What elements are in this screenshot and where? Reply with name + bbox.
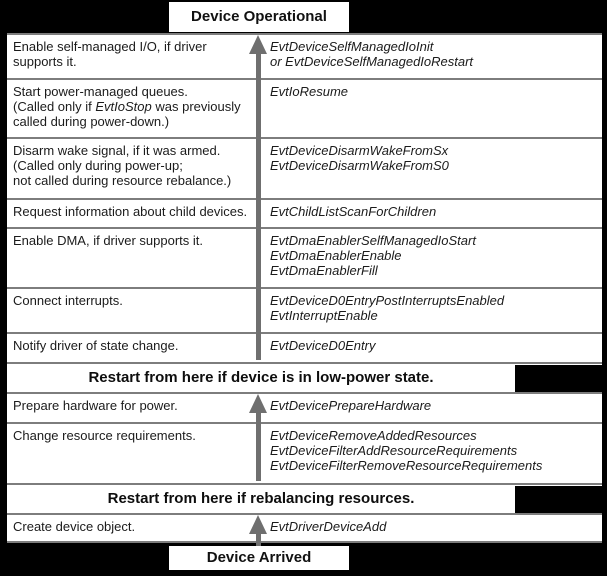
callback-cell	[258, 80, 602, 137]
callback-name: or EvtDeviceSelfManagedIoRestart	[270, 54, 474, 69]
callback-cell	[258, 334, 602, 362]
task-line	[13, 39, 254, 54]
callback-cell	[258, 200, 602, 227]
callback-cell	[258, 139, 602, 198]
task-cell	[7, 35, 258, 78]
callback-name: EvtDeviceD0EntryPostInterruptsEnabled	[270, 293, 505, 308]
task-text: Connect interrupts.	[13, 293, 123, 308]
task-text: (Called only during power-up;	[13, 158, 183, 173]
task-text: Create device object.	[13, 519, 136, 534]
table-row	[7, 334, 602, 364]
task-text: not called during resource rebalance.)	[13, 173, 232, 188]
callback-name: EvtDevicePrepareHardware	[270, 398, 432, 413]
task-cell	[7, 200, 258, 227]
task-cell	[7, 139, 258, 198]
callback-name: EvtIoResume	[270, 84, 349, 99]
callback-cell	[258, 515, 602, 541]
task-line	[13, 233, 254, 248]
restart-banner-label: Restart from here if rebalancing resources.	[107, 490, 415, 507]
task-text: supports it.	[13, 54, 77, 69]
task-cell	[7, 80, 258, 137]
task-line	[13, 84, 254, 99]
table-row	[7, 394, 602, 424]
task-text: Notify driver of state change.	[13, 338, 179, 353]
task-line	[13, 143, 254, 158]
task-text: Start power-managed queues.	[13, 84, 188, 99]
diagram-title-top: Device Operational	[169, 2, 349, 32]
callback-table	[7, 33, 602, 543]
task-text: Enable DMA, if driver supports it.	[13, 233, 204, 248]
arrow-up-shaft	[256, 532, 261, 546]
callback-name: EvtDmaEnablerEnable	[270, 248, 402, 263]
table-row	[7, 200, 602, 229]
task-line	[13, 338, 254, 353]
task-line	[13, 54, 254, 69]
task-line	[13, 173, 254, 188]
task-line	[13, 204, 254, 219]
restart-banner-label: Restart from here if device is in low-power state.	[88, 369, 434, 386]
task-text: was previously	[151, 99, 241, 114]
callback-name-inline: EvtIoStop	[95, 99, 152, 114]
arrow-up-shaft	[256, 411, 261, 481]
table-row	[7, 80, 602, 139]
callback-name: EvtDeviceSelfManagedIoInit	[270, 39, 434, 54]
callback-name: EvtDmaEnablerSelfManagedIoStart	[270, 233, 476, 248]
restart-banner	[7, 364, 602, 394]
restart-banner	[7, 485, 602, 515]
task-text: called during power-down.)	[13, 114, 170, 129]
callback-name: EvtDeviceRemoveAddedResources	[270, 428, 477, 443]
task-cell	[7, 515, 258, 541]
callback-name: EvtDeviceFilterAddResourceRequirements	[270, 443, 518, 458]
callback-name: EvtDeviceD0Entry	[270, 338, 376, 353]
task-cell	[7, 289, 258, 332]
task-line	[13, 519, 254, 534]
callback-name: EvtDeviceDisarmWakeFromS0	[270, 158, 449, 173]
banner-black-block	[515, 365, 607, 392]
task-text: Enable self-managed I/O, if driver	[13, 39, 207, 54]
task-text: Disarm wake signal, if it was armed.	[13, 143, 221, 158]
callback-cell	[258, 289, 602, 332]
table-row	[7, 35, 602, 80]
callback-cell	[258, 229, 602, 287]
table-row	[7, 229, 602, 289]
callback-name: EvtDriverDeviceAdd	[270, 519, 387, 534]
task-text: Prepare hardware for power.	[13, 398, 178, 413]
task-text: (Called only if	[13, 99, 96, 114]
table-row	[7, 515, 602, 543]
table-row	[7, 139, 602, 200]
task-cell	[7, 424, 258, 483]
callback-name: EvtChildListScanForChildren	[270, 204, 437, 219]
task-line	[13, 293, 254, 308]
callback-name: EvtDeviceFilterRemoveResourceRequirements	[270, 458, 543, 473]
callback-name: EvtDmaEnablerFill	[270, 263, 378, 278]
task-cell	[7, 334, 258, 362]
task-line	[13, 158, 254, 173]
task-cell	[7, 229, 258, 287]
task-line	[13, 99, 254, 114]
task-text: Request information about child devices.	[13, 204, 248, 219]
callback-name: EvtInterruptEnable	[270, 308, 378, 323]
callback-name: EvtDeviceDisarmWakeFromSx	[270, 143, 449, 158]
callback-cell	[258, 394, 602, 422]
callback-cell	[258, 424, 602, 483]
task-line	[13, 428, 254, 443]
callback-cell	[258, 35, 602, 78]
diagram-title-bottom: Device Arrived	[169, 546, 349, 570]
table-row	[7, 424, 602, 485]
task-line	[13, 114, 254, 129]
task-line	[13, 398, 254, 413]
banner-black-block	[515, 486, 607, 513]
table-row	[7, 289, 602, 334]
task-cell	[7, 394, 258, 422]
arrow-up-shaft	[256, 52, 261, 360]
task-text: Change resource requirements.	[13, 428, 196, 443]
